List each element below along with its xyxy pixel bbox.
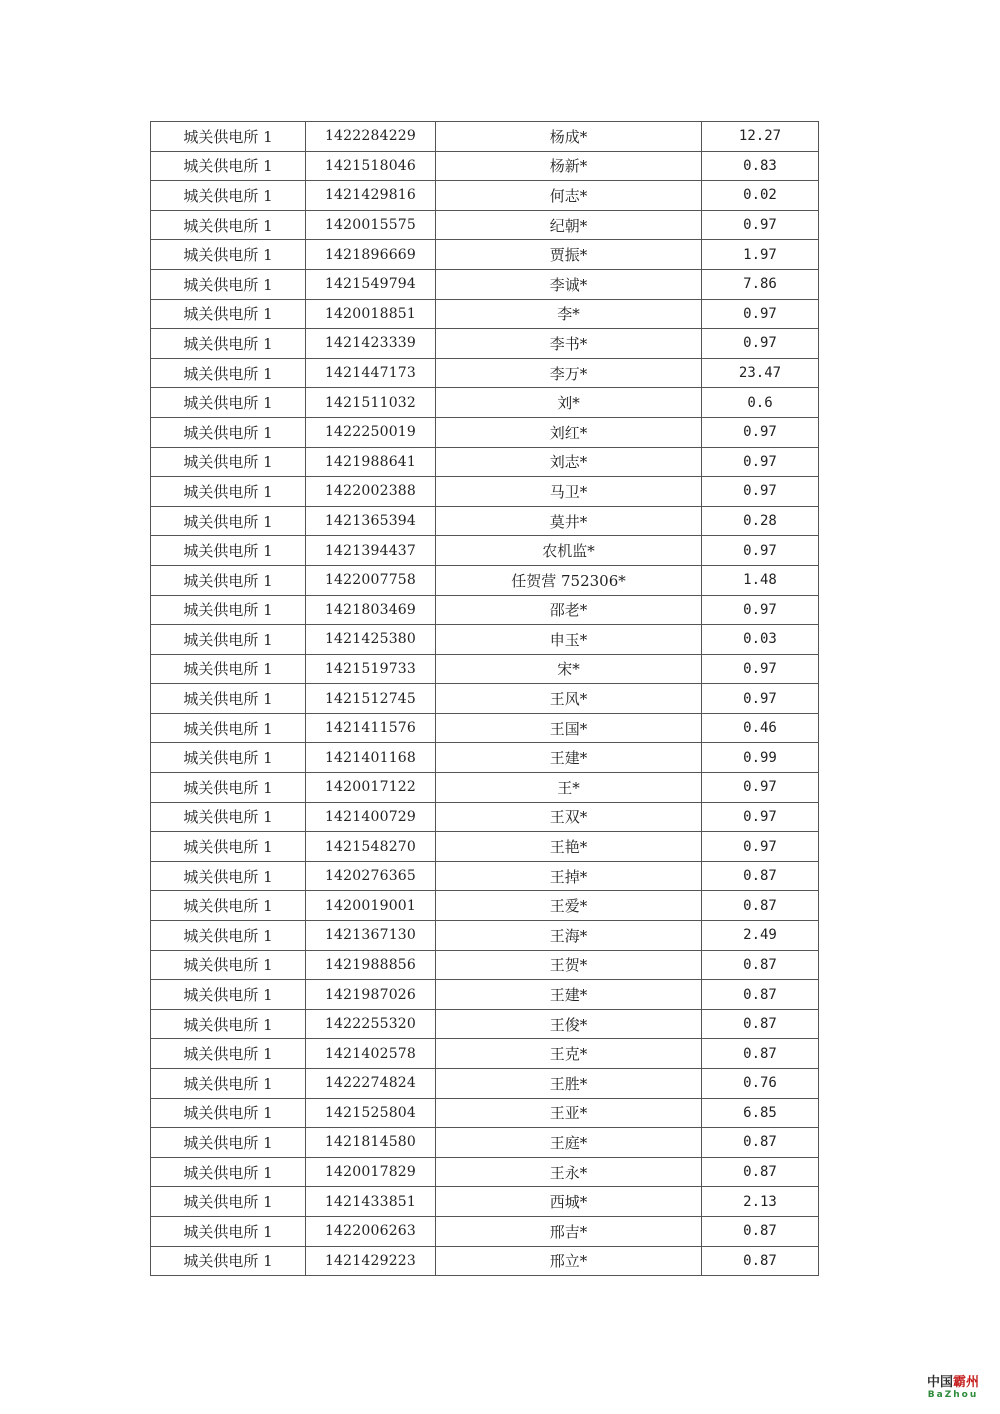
cell-customer-name: 王掉*: [436, 861, 702, 891]
table-row: [151, 654, 819, 684]
cell-customer-name: 王建*: [436, 743, 702, 773]
cell-amount: 0.97: [702, 536, 819, 566]
cell-amount: 0.87: [702, 1128, 819, 1158]
cell-account-number: 1421525804: [306, 1098, 436, 1128]
cell-station: 城关供电所 1: [151, 388, 306, 418]
cell-amount: 1.97: [702, 240, 819, 270]
cell-account-number: 1420017829: [306, 1157, 436, 1187]
cell-amount: 0.02: [702, 181, 819, 211]
cell-customer-name: 刘志*: [436, 447, 702, 477]
cell-account-number: 1421394437: [306, 536, 436, 566]
cell-account-number: 1421988856: [306, 950, 436, 980]
cell-account-number: 1421433851: [306, 1187, 436, 1217]
cell-station: 城关供电所 1: [151, 1069, 306, 1099]
watermark-text-bazhou: 霸州: [953, 1375, 980, 1390]
cell-station: 城关供电所 1: [151, 122, 306, 152]
cell-amount: 0.97: [702, 773, 819, 803]
cell-account-number: 1421814580: [306, 1128, 436, 1158]
cell-customer-name: 王胜*: [436, 1069, 702, 1099]
cell-account-number: 1422006263: [306, 1216, 436, 1246]
cell-customer-name: 邢立*: [436, 1246, 702, 1276]
table-row: [151, 210, 819, 240]
table-row: [151, 447, 819, 477]
cell-account-number: 1421896669: [306, 240, 436, 270]
table-row: [151, 684, 819, 714]
cell-amount: 0.99: [702, 743, 819, 773]
cell-customer-name: 王*: [436, 773, 702, 803]
cell-amount: 0.03: [702, 625, 819, 655]
cell-station: 城关供电所 1: [151, 565, 306, 595]
cell-amount: 0.87: [702, 950, 819, 980]
table-row: [151, 1246, 819, 1276]
cell-account-number: 1421401168: [306, 743, 436, 773]
cell-account-number: 1421365394: [306, 506, 436, 536]
cell-customer-name: 杨新*: [436, 151, 702, 181]
table-row: [151, 1069, 819, 1099]
cell-amount: 12.27: [702, 122, 819, 152]
cell-customer-name: 何志*: [436, 181, 702, 211]
table-row: [151, 861, 819, 891]
cell-amount: 0.46: [702, 713, 819, 743]
cell-customer-name: 王建*: [436, 980, 702, 1010]
cell-amount: 0.97: [702, 477, 819, 507]
cell-customer-name: 杨成*: [436, 122, 702, 152]
cell-account-number: 1421519733: [306, 654, 436, 684]
cell-station: 城关供电所 1: [151, 743, 306, 773]
cell-amount: 0.97: [702, 595, 819, 625]
table-row: [151, 1128, 819, 1158]
cell-account-number: 1420015575: [306, 210, 436, 240]
table-row: [151, 713, 819, 743]
cell-station: 城关供电所 1: [151, 1187, 306, 1217]
cell-account-number: 1422002388: [306, 477, 436, 507]
cell-account-number: 1421988641: [306, 447, 436, 477]
cell-account-number: 1421411576: [306, 713, 436, 743]
table-row: [151, 181, 819, 211]
table-row: [151, 1098, 819, 1128]
cell-station: 城关供电所 1: [151, 802, 306, 832]
cell-station: 城关供电所 1: [151, 269, 306, 299]
cell-customer-name: 王俊*: [436, 1009, 702, 1039]
cell-customer-name: 王克*: [436, 1039, 702, 1069]
watermark-chinese-text: [920, 1376, 986, 1389]
cell-account-number: 1420018851: [306, 299, 436, 329]
cell-account-number: 1421447173: [306, 358, 436, 388]
cell-station: 城关供电所 1: [151, 1157, 306, 1187]
table-row: [151, 299, 819, 329]
cell-amount: 0.76: [702, 1069, 819, 1099]
cell-customer-name: 申玉*: [436, 625, 702, 655]
cell-station: 城关供电所 1: [151, 1128, 306, 1158]
cell-account-number: 1421548270: [306, 832, 436, 862]
cell-customer-name: 王爱*: [436, 891, 702, 921]
cell-amount: 6.85: [702, 1098, 819, 1128]
cell-customer-name: 王风*: [436, 684, 702, 714]
table-row: [151, 625, 819, 655]
cell-amount: 0.97: [702, 654, 819, 684]
cell-amount: 0.97: [702, 299, 819, 329]
table-row: [151, 329, 819, 359]
cell-account-number: 1421429816: [306, 181, 436, 211]
cell-amount: 0.6: [702, 388, 819, 418]
cell-account-number: 1421511032: [306, 388, 436, 418]
site-watermark-logo: [920, 1376, 986, 1400]
cell-station: 城关供电所 1: [151, 1246, 306, 1276]
cell-account-number: 1422274824: [306, 1069, 436, 1099]
table-row: [151, 773, 819, 803]
cell-station: 城关供电所 1: [151, 773, 306, 803]
cell-customer-name: 马卫*: [436, 477, 702, 507]
cell-station: 城关供电所 1: [151, 713, 306, 743]
cell-customer-name: 任贺营 752306*: [436, 565, 702, 595]
cell-account-number: 1422255320: [306, 1009, 436, 1039]
cell-station: 城关供电所 1: [151, 1009, 306, 1039]
cell-customer-name: 王贺*: [436, 950, 702, 980]
account-table-body: [151, 122, 819, 1276]
watermark-text-china: 中国: [926, 1375, 953, 1390]
cell-station: 城关供电所 1: [151, 891, 306, 921]
cell-customer-name: 莫井*: [436, 506, 702, 536]
cell-customer-name: 邵老*: [436, 595, 702, 625]
cell-amount: 0.87: [702, 980, 819, 1010]
cell-amount: 0.97: [702, 684, 819, 714]
cell-amount: 7.86: [702, 269, 819, 299]
table-row: [151, 536, 819, 566]
cell-account-number: 1421518046: [306, 151, 436, 181]
table-row: [151, 950, 819, 980]
cell-amount: 0.97: [702, 329, 819, 359]
table-row: [151, 388, 819, 418]
cell-station: 城关供电所 1: [151, 654, 306, 684]
table-row: [151, 506, 819, 536]
table-row: [151, 565, 819, 595]
table-row: [151, 1039, 819, 1069]
cell-customer-name: 西城*: [436, 1187, 702, 1217]
cell-customer-name: 刘红*: [436, 417, 702, 447]
cell-amount: 0.97: [702, 802, 819, 832]
cell-station: 城关供电所 1: [151, 595, 306, 625]
cell-amount: 0.87: [702, 861, 819, 891]
table-row: [151, 240, 819, 270]
cell-customer-name: 李诚*: [436, 269, 702, 299]
cell-customer-name: 王双*: [436, 802, 702, 832]
cell-account-number: 1421367130: [306, 921, 436, 951]
table-row: [151, 832, 819, 862]
cell-amount: 0.97: [702, 210, 819, 240]
cell-account-number: 1420276365: [306, 861, 436, 891]
table-row: [151, 921, 819, 951]
cell-station: 城关供电所 1: [151, 832, 306, 862]
cell-amount: 1.48: [702, 565, 819, 595]
cell-account-number: 1421549794: [306, 269, 436, 299]
cell-station: 城关供电所 1: [151, 181, 306, 211]
account-table: [150, 121, 819, 1276]
cell-account-number: 1420019001: [306, 891, 436, 921]
cell-account-number: 1422250019: [306, 417, 436, 447]
cell-account-number: 1421402578: [306, 1039, 436, 1069]
cell-account-number: 1421512745: [306, 684, 436, 714]
cell-customer-name: 王海*: [436, 921, 702, 951]
table-row: [151, 151, 819, 181]
cell-amount: 0.87: [702, 891, 819, 921]
cell-account-number: 1420017122: [306, 773, 436, 803]
cell-station: 城关供电所 1: [151, 477, 306, 507]
cell-amount: 0.97: [702, 832, 819, 862]
cell-amount: 23.47: [702, 358, 819, 388]
cell-customer-name: 农机监*: [436, 536, 702, 566]
cell-station: 城关供电所 1: [151, 861, 306, 891]
watermark-english-text: BaZhou: [927, 1390, 979, 1400]
cell-customer-name: 邢吉*: [436, 1216, 702, 1246]
cell-customer-name: 李*: [436, 299, 702, 329]
cell-amount: 0.28: [702, 506, 819, 536]
table-row: [151, 358, 819, 388]
cell-station: 城关供电所 1: [151, 980, 306, 1010]
table-row: [151, 802, 819, 832]
cell-amount: 0.87: [702, 1039, 819, 1069]
cell-account-number: 1422284229: [306, 122, 436, 152]
cell-amount: 2.13: [702, 1187, 819, 1217]
cell-station: 城关供电所 1: [151, 1216, 306, 1246]
cell-customer-name: 刘*: [436, 388, 702, 418]
table-row: [151, 891, 819, 921]
cell-station: 城关供电所 1: [151, 417, 306, 447]
cell-amount: 0.87: [702, 1157, 819, 1187]
cell-account-number: 1421423339: [306, 329, 436, 359]
table-row: [151, 1216, 819, 1246]
cell-station: 城关供电所 1: [151, 625, 306, 655]
cell-station: 城关供电所 1: [151, 506, 306, 536]
table-row: [151, 743, 819, 773]
cell-station: 城关供电所 1: [151, 1098, 306, 1128]
table-row: [151, 980, 819, 1010]
cell-customer-name: 王亚*: [436, 1098, 702, 1128]
table-row: [151, 1009, 819, 1039]
cell-customer-name: 李万*: [436, 358, 702, 388]
cell-amount: 0.83: [702, 151, 819, 181]
cell-account-number: 1421400729: [306, 802, 436, 832]
cell-station: 城关供电所 1: [151, 151, 306, 181]
cell-station: 城关供电所 1: [151, 447, 306, 477]
cell-amount: 0.87: [702, 1009, 819, 1039]
table-row: [151, 417, 819, 447]
cell-station: 城关供电所 1: [151, 210, 306, 240]
cell-station: 城关供电所 1: [151, 299, 306, 329]
cell-station: 城关供电所 1: [151, 358, 306, 388]
cell-customer-name: 王国*: [436, 713, 702, 743]
cell-station: 城关供电所 1: [151, 1039, 306, 1069]
cell-account-number: 1421987026: [306, 980, 436, 1010]
table-row: [151, 1187, 819, 1217]
cell-amount: 0.97: [702, 447, 819, 477]
table-row: [151, 1157, 819, 1187]
cell-station: 城关供电所 1: [151, 684, 306, 714]
cell-customer-name: 王庭*: [436, 1128, 702, 1158]
table-row: [151, 477, 819, 507]
cell-station: 城关供电所 1: [151, 536, 306, 566]
cell-customer-name: 贾振*: [436, 240, 702, 270]
cell-amount: 0.87: [702, 1246, 819, 1276]
cell-station: 城关供电所 1: [151, 950, 306, 980]
cell-account-number: 1421803469: [306, 595, 436, 625]
cell-account-number: 1421425380: [306, 625, 436, 655]
cell-customer-name: 王艳*: [436, 832, 702, 862]
cell-amount: 0.97: [702, 417, 819, 447]
table-row: [151, 595, 819, 625]
cell-amount: 2.49: [702, 921, 819, 951]
table-row: [151, 122, 819, 152]
table-row: [151, 269, 819, 299]
cell-customer-name: 王永*: [436, 1157, 702, 1187]
cell-amount: 0.87: [702, 1216, 819, 1246]
cell-customer-name: 宋*: [436, 654, 702, 684]
cell-station: 城关供电所 1: [151, 329, 306, 359]
cell-station: 城关供电所 1: [151, 240, 306, 270]
cell-customer-name: 纪朝*: [436, 210, 702, 240]
cell-customer-name: 李书*: [436, 329, 702, 359]
cell-account-number: 1421429223: [306, 1246, 436, 1276]
cell-account-number: 1422007758: [306, 565, 436, 595]
cell-station: 城关供电所 1: [151, 921, 306, 951]
